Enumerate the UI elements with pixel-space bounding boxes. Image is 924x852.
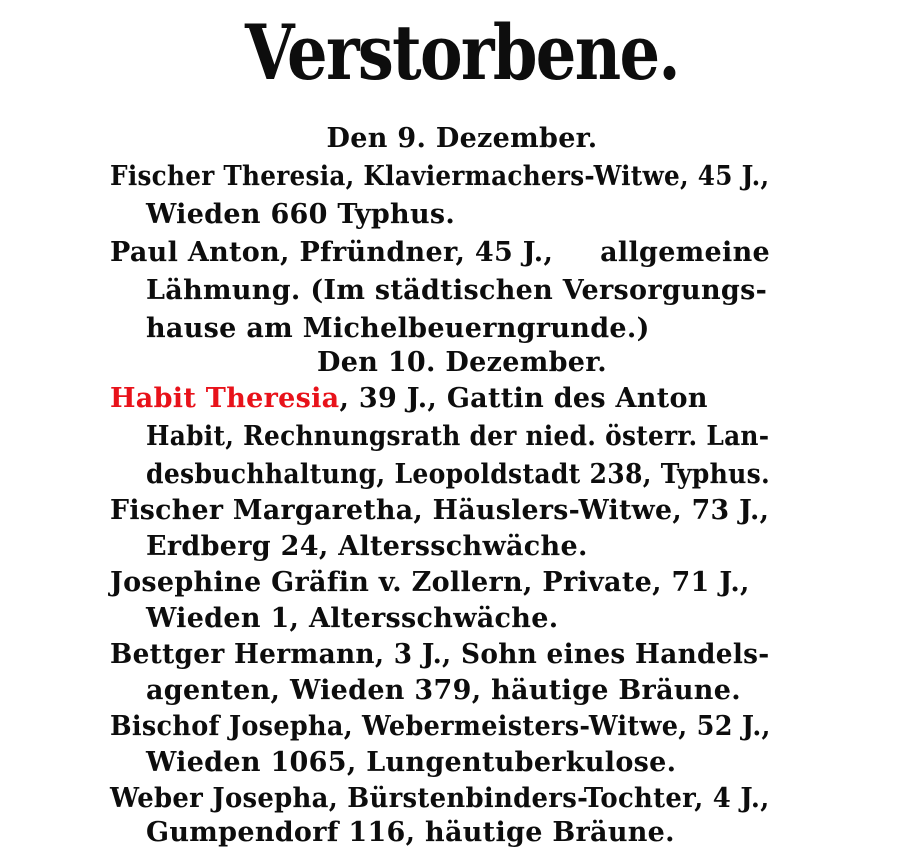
entry-text: allgemeine xyxy=(600,237,770,268)
entry-line xyxy=(110,234,770,272)
entry-line: agenten, Wieden 379, häutige Bräune. xyxy=(146,675,741,706)
highlighted-name: Habit Theresia xyxy=(110,383,340,414)
entry-line: Wieden 1065, Lungentuberkulose. xyxy=(146,747,677,778)
date-heading: Den 9. Dezember. xyxy=(326,123,598,154)
entry-line: Wieden 1, Altersschwäche. xyxy=(146,603,559,634)
entry-line: desbuchhaltung, Leopoldstadt 238, Typhus. xyxy=(146,459,771,490)
entry-line: Habit, Rechnungsrath der nied. österr. Lan- xyxy=(146,421,770,452)
entry-line: Fischer Theresia, Klaviermachers-Witwe, 45 J., xyxy=(110,161,770,192)
entry-line: Bischof Josepha, Webermeisters-Witwe, 52 J., xyxy=(110,711,771,742)
entry-line: Fischer Margaretha, Häuslers-Witwe, 73 J., xyxy=(110,495,770,526)
entry-line: Wieden 660 Typhus. xyxy=(146,199,456,230)
entry-text: , 39 J., Gattin des Anton xyxy=(339,383,708,414)
page-title: Verstorbene. xyxy=(245,8,679,97)
entry-line: Josephine Gräfin v. Zollern, Private, 71 J., xyxy=(110,567,750,598)
entry-line: Erdberg 24, Altersschwäche. xyxy=(146,531,588,562)
entry-line: Gumpendorf 116, häutige Bräune. xyxy=(146,817,675,848)
entry-line: Bettger Hermann, 3 J., Sohn eines Handels- xyxy=(110,639,770,670)
entry-line xyxy=(110,380,708,418)
entry-line: hause am Michelbeuerngrunde.) xyxy=(146,313,650,344)
entry-text: Paul Anton, Pfründner, 45 J., xyxy=(110,237,554,268)
entry-line: Weber Josepha, Bürstenbinders-Tochter, 4 J., xyxy=(110,783,770,814)
date-heading: Den 10. Dezember. xyxy=(317,347,607,378)
entry-line: Lähmung. (Im städtischen Versorgungs- xyxy=(146,275,768,306)
